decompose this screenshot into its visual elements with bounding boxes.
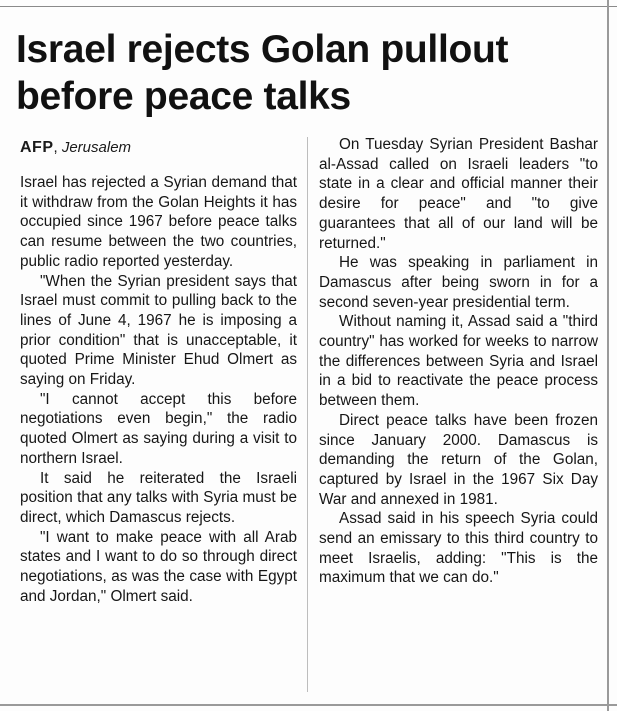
byline: [20, 137, 131, 159]
paragraph: Without naming it, Assad said a "third country" has worked for weeks to narrow the differences between Syria and Israel in a bid to reactivate the peace process between them.: [319, 313, 598, 410]
column-divider: [307, 137, 308, 692]
byline-separator: ,: [53, 139, 58, 156]
paragraph: On Tuesday Syrian President Bashar al-Assad called on Israeli leaders "to state in a clear and official manner their desire for peace" and "to give guarantees that all of our land will be returned.": [319, 136, 598, 252]
paragraph: "I want to make peace with all Arab states and I want to do so through direct negotiations, as was the case with Egypt and Jordan," Olmert said.: [20, 528, 297, 605]
bottom-rule: [0, 704, 617, 706]
top-rule: [0, 6, 617, 7]
headline: Israel rejects Golan pullout before peace talks: [16, 28, 509, 118]
paragraph: Direct peace talks have been frozen since January 2000. Damascus is demanding the return of the Golan, captured by Israel in the 1967 Six Day War and annexed in 1981.: [319, 411, 598, 508]
article-column-left: [20, 173, 297, 606]
paragraph: Assad said in his speech Syria could send an emissary to this third country to meet Israelis, adding: "This is the maximum that we can do.": [319, 510, 598, 587]
article-column-right: [319, 135, 598, 588]
paragraph: It said he reiterated the Israeli position that any talks with Syria must be direct, which Damascus rejects.: [20, 469, 297, 526]
byline-location: Jerusalem: [61, 139, 132, 156]
paragraph: Israel has rejected a Syrian demand that it withdraw from the Golan Heights it has occupied since 1967 before peace talks can resume between the two countries, public radio reported yesterday.: [20, 174, 297, 270]
paragraph: "I cannot accept this before negotiations even begin," the radio quoted Olmert as saying during a visit to northern Israel.: [20, 390, 297, 467]
paragraph: He was speaking in parliament in Damascus after being sworn in for a second seven-year presidential term.: [319, 254, 598, 311]
byline-source: AFP: [20, 139, 54, 156]
right-rule: [607, 0, 609, 711]
paragraph: "When the Syrian president says that Israel must commit to pulling back to the lines of June 4, 1967 he is imposing a prior condition" that is unacceptable, it quoted Prime Minister Ehud Olmert as saying on Friday.: [20, 272, 297, 389]
